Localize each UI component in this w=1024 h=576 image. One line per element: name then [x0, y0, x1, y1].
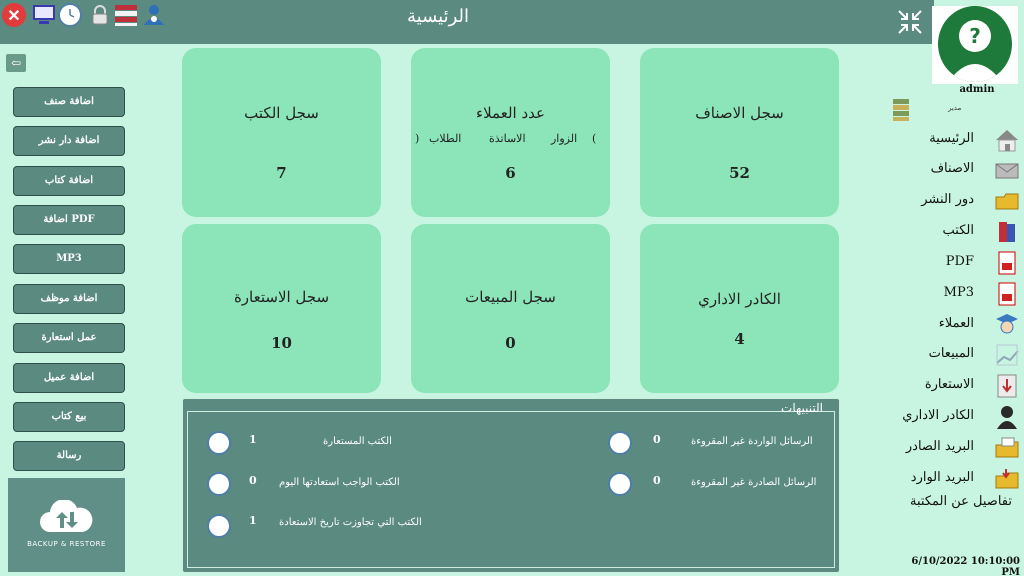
borrow-icon	[994, 374, 1020, 398]
clock-icon[interactable]	[207, 472, 231, 496]
nav-label: MP3	[943, 285, 974, 300]
right-sidebar	[890, 0, 1024, 576]
categories-card[interactable]	[640, 48, 839, 217]
add-book-button[interactable]: اضافة كتاب	[13, 166, 125, 196]
svg-text:?: ?	[969, 24, 981, 48]
categories-icon	[994, 158, 1020, 182]
alert-value: 1	[249, 433, 257, 446]
books-card[interactable]	[182, 48, 381, 217]
card-value: 6	[505, 164, 516, 182]
avatar-frame	[932, 6, 1018, 84]
collapse-icon[interactable]	[896, 8, 924, 36]
nav-outbox[interactable]	[890, 434, 1024, 462]
card-title: سجل المبيعات	[465, 288, 556, 306]
card-title: سجل الاصناف	[695, 104, 784, 122]
alerts-legend: التنبيهات	[781, 401, 823, 415]
nav-staff[interactable]	[890, 403, 1024, 431]
cloud-icon	[38, 500, 94, 534]
staff-icon	[994, 405, 1020, 429]
alert-value: 0	[653, 474, 661, 487]
nav-inbox[interactable]	[890, 465, 1024, 493]
left-sidebar	[0, 44, 182, 576]
avatar[interactable]	[938, 6, 1012, 82]
add-employee-button[interactable]: اضافة موظف	[13, 284, 125, 314]
nav-label: الاستعارة	[924, 377, 974, 392]
user-name: admin	[959, 84, 995, 95]
collapse-strip	[890, 0, 934, 44]
sales-card[interactable]	[411, 224, 610, 393]
nav-sales[interactable]	[890, 341, 1024, 369]
close-icon[interactable]: ✕	[2, 3, 26, 27]
nav-label: PDF	[945, 254, 974, 269]
alert-value: 1	[249, 514, 257, 527]
add-client-button[interactable]: اضافة عميل	[13, 363, 125, 393]
nav-publishers[interactable]	[890, 187, 1024, 215]
alert-value: 0	[653, 433, 661, 446]
nav-clients[interactable]	[890, 311, 1024, 339]
outbox-icon	[994, 436, 1020, 460]
alerts-panel	[182, 398, 840, 573]
nav-pdf[interactable]	[890, 249, 1024, 277]
mp3-button[interactable]: MP3	[13, 244, 125, 274]
borrow-card[interactable]	[182, 224, 381, 393]
card-sub-paren: )	[415, 132, 420, 145]
nav-label: الاصناف	[930, 161, 974, 176]
nav-borrow[interactable]	[890, 372, 1024, 400]
card-sub-visitors: الزوار	[551, 132, 578, 145]
pdf-icon	[994, 251, 1020, 275]
alert-label: الرسائل الصادرة غير المقروءة	[691, 477, 817, 488]
datetime: 6/10/2022 10:10:00 PM	[911, 556, 1020, 576]
card-value: 7	[276, 164, 287, 182]
page-title: الرئيسية	[407, 6, 469, 27]
staff-card[interactable]	[640, 224, 839, 393]
sales-icon	[994, 343, 1020, 367]
card-sub-students: الطلاب	[429, 132, 462, 145]
card-sub-paren: (	[592, 132, 597, 145]
library-details-link[interactable]: تفاصيل عن المكتبة	[910, 494, 1012, 509]
nav-categories[interactable]	[890, 156, 1024, 184]
backup-label: BACKUP & RESTORE	[27, 540, 106, 548]
add-pdf-button[interactable]: اضافة PDF	[13, 205, 125, 235]
top-bar	[0, 0, 890, 44]
inbox-icon	[994, 467, 1020, 491]
card-value: 52	[729, 164, 750, 182]
nav-home[interactable]	[890, 126, 1024, 154]
alert-value: 0	[249, 474, 257, 487]
card-title: عدد العملاء	[476, 104, 545, 122]
message-button[interactable]: رسالة	[13, 441, 125, 471]
alert-label: الكتب الواجب استعادتها اليوم	[279, 477, 400, 488]
alert-label: الكتب المستعارة	[323, 436, 392, 447]
clock-icon[interactable]	[608, 431, 632, 455]
clock-icon[interactable]	[207, 431, 231, 455]
card-title: سجل الكتب	[244, 104, 319, 122]
card-value: 10	[271, 334, 292, 352]
nav-label: الرئيسية	[929, 131, 974, 146]
add-category-button[interactable]: اضافة صنف	[13, 87, 125, 117]
clock-icon[interactable]	[207, 514, 231, 538]
alert-label: الكتب التي تجاوزت تاريخ الاستعادة	[279, 517, 422, 528]
card-title: سجل الاستعارة	[233, 288, 330, 306]
nav-label: العملاء	[938, 316, 974, 331]
clock-icon[interactable]	[608, 472, 632, 496]
card-title: الكادر الاداري	[698, 290, 781, 308]
new-borrow-button[interactable]: عمل استعارة	[13, 323, 125, 353]
clients-card[interactable]	[411, 48, 610, 217]
books-icon	[994, 220, 1020, 244]
home-icon	[994, 128, 1020, 152]
backup-restore-button[interactable]	[8, 478, 125, 572]
card-sub-teachers: الاساتذة	[489, 132, 526, 145]
alerts-frame	[187, 411, 835, 568]
nav-label: دور النشر	[921, 192, 974, 207]
sell-book-button[interactable]: بيع كتاب	[13, 402, 125, 432]
nav-mp3[interactable]	[890, 280, 1024, 308]
mp3-icon	[994, 282, 1020, 306]
nav-label: البريد الصادر	[905, 439, 974, 454]
graduate-icon	[994, 313, 1020, 337]
card-value: 4	[734, 330, 745, 348]
nav-label: البريد الوارد	[910, 470, 974, 485]
nav-label: الكادر الاداري	[902, 408, 974, 423]
add-publisher-button[interactable]: اضافة دار نشر	[13, 126, 125, 156]
nav-label: المبيعات	[928, 346, 974, 361]
folder-icon	[994, 189, 1020, 213]
alert-label: الرسائل الواردة غير المقروءة	[691, 436, 813, 447]
card-value: 0	[505, 334, 516, 352]
user-role: مدير	[948, 104, 962, 112]
nav-label: الكتب	[942, 223, 974, 238]
books-icon	[892, 98, 910, 122]
nav-books[interactable]	[890, 218, 1024, 246]
back-icon[interactable]: ⇦	[6, 54, 26, 72]
